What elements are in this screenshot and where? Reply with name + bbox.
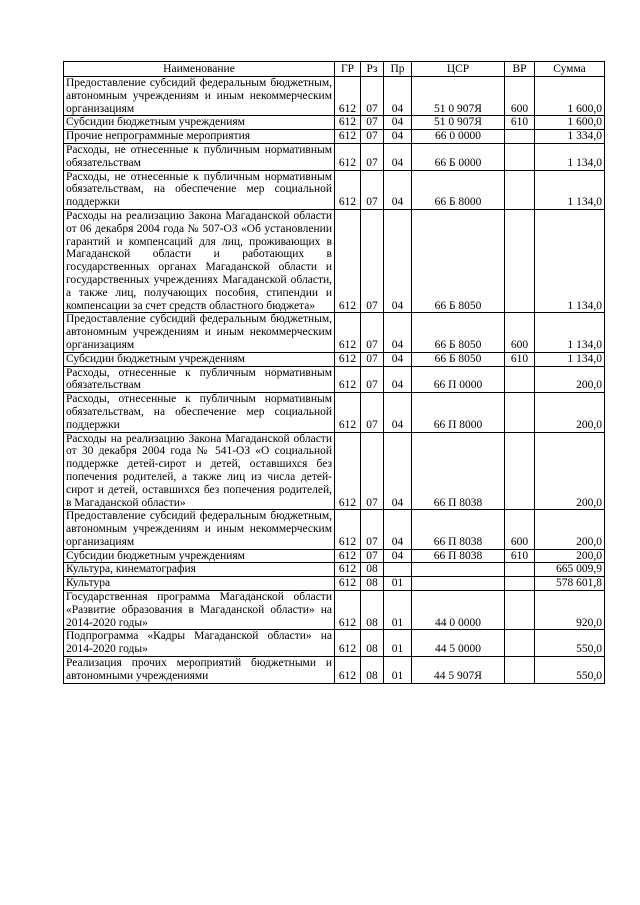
table-row — [64, 432, 605, 510]
cell-gr: 612 — [335, 352, 361, 366]
cell-sum: 1 600,0 — [535, 77, 605, 116]
table-body — [64, 77, 605, 684]
cell-gr: 612 — [335, 591, 361, 630]
header-name: Наименование — [64, 62, 335, 77]
cell-sum: 200,0 — [535, 510, 605, 549]
cell-gr: 612 — [335, 209, 361, 312]
cell-vr: 610 — [505, 549, 535, 563]
cell-vr — [505, 591, 535, 630]
cell-rz: 07 — [361, 510, 384, 549]
cell-name: Расходы, отнесенные к публичным нормативным обязательствам — [64, 366, 335, 393]
cell-csr: 44 0 0000 — [412, 591, 505, 630]
cell-sum: 1 134,0 — [535, 209, 605, 312]
header-sum: Сумма — [535, 62, 605, 77]
cell-rz: 07 — [361, 170, 384, 209]
cell-sum: 1 134,0 — [535, 143, 605, 170]
cell-rz: 07 — [361, 143, 384, 170]
cell-vr — [505, 563, 535, 577]
cell-csr: 66 П 8000 — [412, 393, 505, 432]
cell-pr — [384, 563, 412, 577]
table-row — [64, 549, 605, 563]
cell-pr: 01 — [384, 657, 412, 684]
cell-name: Расходы, отнесенные к публичным нормативным обязательствам, на обеспечение мер социальной поддержки — [64, 393, 335, 432]
cell-sum: 578 601,8 — [535, 577, 605, 591]
table-row — [64, 170, 605, 209]
cell-sum: 1 134,0 — [535, 352, 605, 366]
cell-csr: 51 0 907Я — [412, 77, 505, 116]
cell-pr: 04 — [384, 209, 412, 312]
cell-pr: 04 — [384, 116, 412, 130]
cell-name: Субсидии бюджетным учреждениям — [64, 549, 335, 563]
cell-sum: 1 134,0 — [535, 170, 605, 209]
cell-name: Расходы, не отнесенные к публичным нормативным обязательствам — [64, 143, 335, 170]
cell-pr: 04 — [384, 143, 412, 170]
table-row — [64, 143, 605, 170]
cell-name: Предоставление субсидий федеральным бюджетным, автономным учреждениям и иным некоммерческим организациям — [64, 510, 335, 549]
cell-name: Культура, кинематография — [64, 563, 335, 577]
cell-sum: 550,0 — [535, 657, 605, 684]
cell-gr: 612 — [335, 170, 361, 209]
cell-gr: 612 — [335, 657, 361, 684]
cell-pr: 04 — [384, 313, 412, 352]
cell-name: Расходы на реализацию Закона Магаданской области от 30 декабря 2004 года № 541-ОЗ «О социальной поддержке детей-сирот и детей, оставшихся без попечения родителей, а также лиц из числа детей-сирот и детей, оставшихся без попечения родителей, в Магаданской области» — [64, 432, 335, 510]
cell-sum: 665 009,9 — [535, 563, 605, 577]
cell-name: Расходы, не отнесенные к публичным нормативным обязательствам, на обеспечение мер социальной поддержки — [64, 170, 335, 209]
cell-name: Расходы на реализацию Закона Магаданской области от 06 декабря 2004 года № 507-ОЗ «Об установлении гарантий и компенсаций для лиц, проживающих в Магаданской области и работающих в государственных органах Магаданской области и государственных учреждениях Магаданской области, а также лиц, получающих пособия, стипендии и компенсации за счет средств областного бюджета» — [64, 209, 335, 312]
table-row — [64, 657, 605, 684]
cell-vr: 610 — [505, 352, 535, 366]
cell-csr: 66 П 0000 — [412, 366, 505, 393]
cell-rz: 07 — [361, 77, 384, 116]
cell-csr: 66 0 0000 — [412, 130, 505, 144]
header-csr: ЦСР — [412, 62, 505, 77]
table-row — [64, 116, 605, 130]
table-header-row — [64, 62, 605, 77]
cell-csr: 66 Б 8050 — [412, 352, 505, 366]
cell-rz: 07 — [361, 209, 384, 312]
cell-sum: 550,0 — [535, 630, 605, 657]
cell-name: Субсидии бюджетным учреждениям — [64, 352, 335, 366]
cell-gr: 612 — [335, 432, 361, 510]
cell-rz: 07 — [361, 130, 384, 144]
table-row — [64, 591, 605, 630]
cell-pr: 04 — [384, 130, 412, 144]
cell-vr — [505, 143, 535, 170]
cell-rz: 08 — [361, 577, 384, 591]
cell-pr: 01 — [384, 630, 412, 657]
cell-sum: 200,0 — [535, 549, 605, 563]
cell-vr — [505, 432, 535, 510]
cell-sum: 200,0 — [535, 432, 605, 510]
cell-pr: 04 — [384, 393, 412, 432]
cell-name: Прочие непрограммные мероприятия — [64, 130, 335, 144]
cell-sum: 1 600,0 — [535, 116, 605, 130]
cell-gr: 612 — [335, 393, 361, 432]
cell-name: Культура — [64, 577, 335, 591]
cell-vr: 610 — [505, 116, 535, 130]
cell-gr: 612 — [335, 130, 361, 144]
cell-vr — [505, 209, 535, 312]
cell-pr: 04 — [384, 170, 412, 209]
table-row — [64, 630, 605, 657]
cell-sum: 1 134,0 — [535, 313, 605, 352]
cell-name: Предоставление субсидий федеральным бюджетным, автономным учреждениям и иным некоммерческим организациям — [64, 77, 335, 116]
cell-vr — [505, 657, 535, 684]
cell-csr: 66 Б 0000 — [412, 143, 505, 170]
cell-name: Предоставление субсидий федеральным бюджетным, автономным учреждениям и иным некоммерческим организациям — [64, 313, 335, 352]
cell-sum: 200,0 — [535, 366, 605, 393]
cell-gr: 612 — [335, 630, 361, 657]
table-row — [64, 577, 605, 591]
cell-pr: 01 — [384, 591, 412, 630]
cell-vr: 600 — [505, 77, 535, 116]
cell-csr: 66 Б 8050 — [412, 209, 505, 312]
cell-rz: 08 — [361, 563, 384, 577]
cell-csr: 44 5 907Я — [412, 657, 505, 684]
cell-rz: 07 — [361, 313, 384, 352]
cell-vr — [505, 130, 535, 144]
table-row — [64, 563, 605, 577]
cell-pr: 04 — [384, 77, 412, 116]
header-pr: Пр — [384, 62, 412, 77]
cell-pr: 01 — [384, 577, 412, 591]
cell-rz: 07 — [361, 366, 384, 393]
budget-table — [63, 61, 605, 684]
cell-csr — [412, 577, 505, 591]
table-row — [64, 313, 605, 352]
cell-pr: 04 — [384, 366, 412, 393]
table-row — [64, 77, 605, 116]
cell-pr: 04 — [384, 432, 412, 510]
cell-rz: 07 — [361, 549, 384, 563]
cell-csr: 66 Б 8050 — [412, 313, 505, 352]
cell-vr — [505, 577, 535, 591]
cell-csr: 66 П 8038 — [412, 432, 505, 510]
cell-csr: 66 П 8038 — [412, 549, 505, 563]
cell-rz: 07 — [361, 116, 384, 130]
header-rz: Рз — [361, 62, 384, 77]
cell-rz: 07 — [361, 352, 384, 366]
cell-gr: 612 — [335, 366, 361, 393]
cell-gr: 612 — [335, 563, 361, 577]
cell-gr: 612 — [335, 313, 361, 352]
cell-rz: 08 — [361, 657, 384, 684]
cell-gr: 612 — [335, 116, 361, 130]
cell-csr: 66 Б 8000 — [412, 170, 505, 209]
table-row — [64, 209, 605, 312]
cell-vr — [505, 170, 535, 209]
cell-csr: 66 П 8038 — [412, 510, 505, 549]
cell-gr: 612 — [335, 510, 361, 549]
cell-vr — [505, 366, 535, 393]
cell-gr: 612 — [335, 143, 361, 170]
cell-name: Реализация прочих мероприятий бюджетными и автономными учреждениями — [64, 657, 335, 684]
cell-sum: 200,0 — [535, 393, 605, 432]
header-vr: ВР — [505, 62, 535, 77]
cell-vr: 600 — [505, 510, 535, 549]
cell-pr: 04 — [384, 352, 412, 366]
header-gr: ГР — [335, 62, 361, 77]
cell-name: Подпрограмма «Кадры Магаданской области» на 2014-2020 годы» — [64, 630, 335, 657]
cell-rz: 08 — [361, 630, 384, 657]
table-row — [64, 393, 605, 432]
cell-sum: 1 334,0 — [535, 130, 605, 144]
table-row — [64, 366, 605, 393]
cell-rz: 07 — [361, 432, 384, 510]
cell-rz: 08 — [361, 591, 384, 630]
cell-name: Государственная программа Магаданской области «Развитие образования в Магаданской области» на 2014-2020 годы» — [64, 591, 335, 630]
cell-csr: 44 5 0000 — [412, 630, 505, 657]
cell-vr — [505, 630, 535, 657]
cell-gr: 612 — [335, 77, 361, 116]
table-row — [64, 130, 605, 144]
cell-pr: 04 — [384, 549, 412, 563]
table-row — [64, 510, 605, 549]
cell-gr: 612 — [335, 577, 361, 591]
cell-gr: 612 — [335, 549, 361, 563]
cell-csr — [412, 563, 505, 577]
cell-csr: 51 0 907Я — [412, 116, 505, 130]
cell-name: Субсидии бюджетным учреждениям — [64, 116, 335, 130]
cell-rz: 07 — [361, 393, 384, 432]
cell-vr: 600 — [505, 313, 535, 352]
cell-pr: 04 — [384, 510, 412, 549]
cell-sum: 920,0 — [535, 591, 605, 630]
table-row — [64, 352, 605, 366]
cell-vr — [505, 393, 535, 432]
